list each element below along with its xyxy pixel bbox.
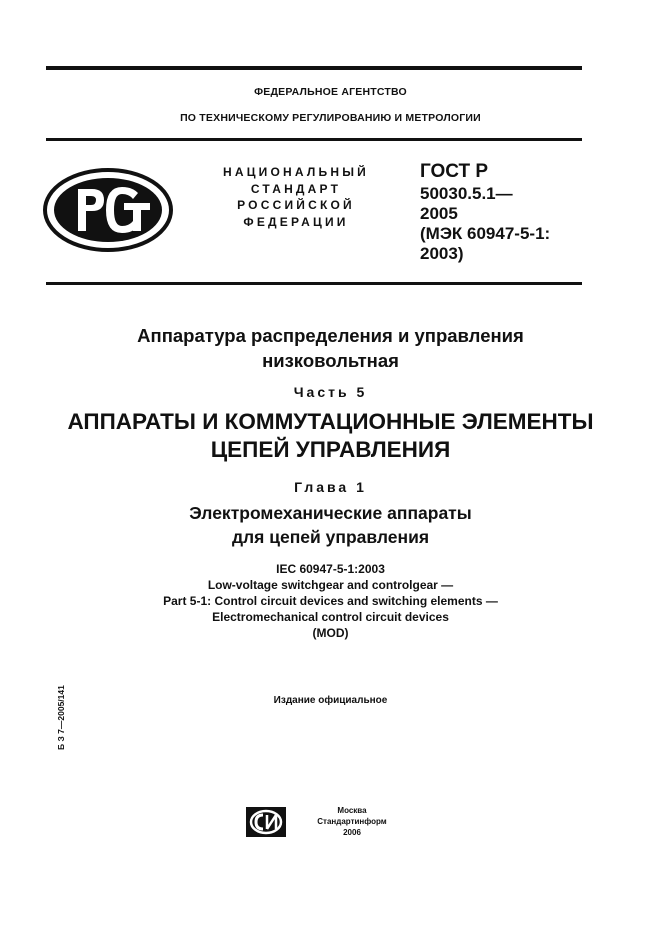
iec-line-2: Low-voltage switchgear and controlgear — (207, 578, 454, 592)
agency-line-1: ФЕДЕРАЛЬНОЕ АГЕНТСТВО (254, 86, 407, 98)
standard-type-line-4: ФЕДЕРАЦИИ (243, 214, 349, 229)
iec-line-1: IEC 60947-5-1:2003 (276, 562, 385, 576)
publisher-text (297, 805, 407, 838)
standard-type (196, 164, 396, 230)
designation (420, 160, 590, 264)
part-title-line-1: АППАРАТЫ И КОММУТАЦИОННЫЕ ЭЛЕМЕНТЫ (67, 409, 594, 434)
iec-reference (0, 561, 661, 641)
standard-type-line-1: НАЦИОНАЛЬНЫЙ (222, 165, 370, 179)
standard-type-line-2: СТАНДАРТ (250, 181, 342, 196)
iec-line-3: Part 5-1: Control circuit devices and switching elements — (163, 594, 498, 608)
standard-type-line-3: РОССИЙСКОЙ (237, 198, 355, 212)
designation-line-5: 2003) (420, 244, 464, 263)
chapter-title-line-2: для цепей управления (231, 527, 430, 547)
iec-line-4: Electromechanical control circuit devices (212, 610, 449, 624)
title-line-2: низковольтная (262, 350, 399, 371)
part-title (0, 408, 661, 464)
edition-label: Издание официальное (273, 695, 388, 706)
publisher-year: 2006 (343, 828, 361, 837)
designation-line-1: ГОСТ Р (420, 161, 489, 182)
top-rule (46, 66, 582, 70)
part-title-line-2: ЦЕПЕЙ УПРАВЛЕНИЯ (210, 437, 451, 462)
publisher-city: Москва (337, 806, 367, 815)
title-main (0, 323, 661, 373)
part-label: Часть 5 (293, 384, 368, 400)
standartinform-logo-icon (245, 806, 287, 838)
title-line-1: Аппаратура распределения и управления (137, 325, 524, 346)
rst-logo-icon (42, 167, 174, 253)
chapter-title (0, 501, 661, 549)
agency-line-2: ПО ТЕХНИЧЕСКОМУ РЕГУЛИРОВАНИЮ И МЕТРОЛОГИИ (180, 112, 481, 124)
side-code: Б З 7—2005/141 (56, 685, 66, 750)
chapter-label: Глава 1 (294, 479, 367, 495)
designation-line-4: (МЭК 60947-5-1: (420, 224, 551, 243)
designation-line-2: 50030.5.1— (420, 184, 513, 203)
title-rule (46, 282, 582, 285)
header-rule (46, 138, 582, 141)
iec-line-5: (MOD) (312, 626, 349, 640)
publisher-name: Стандартинформ (317, 817, 387, 826)
chapter-title-line-1: Электромеханические аппараты (189, 503, 472, 523)
designation-line-3: 2005 (420, 204, 458, 223)
